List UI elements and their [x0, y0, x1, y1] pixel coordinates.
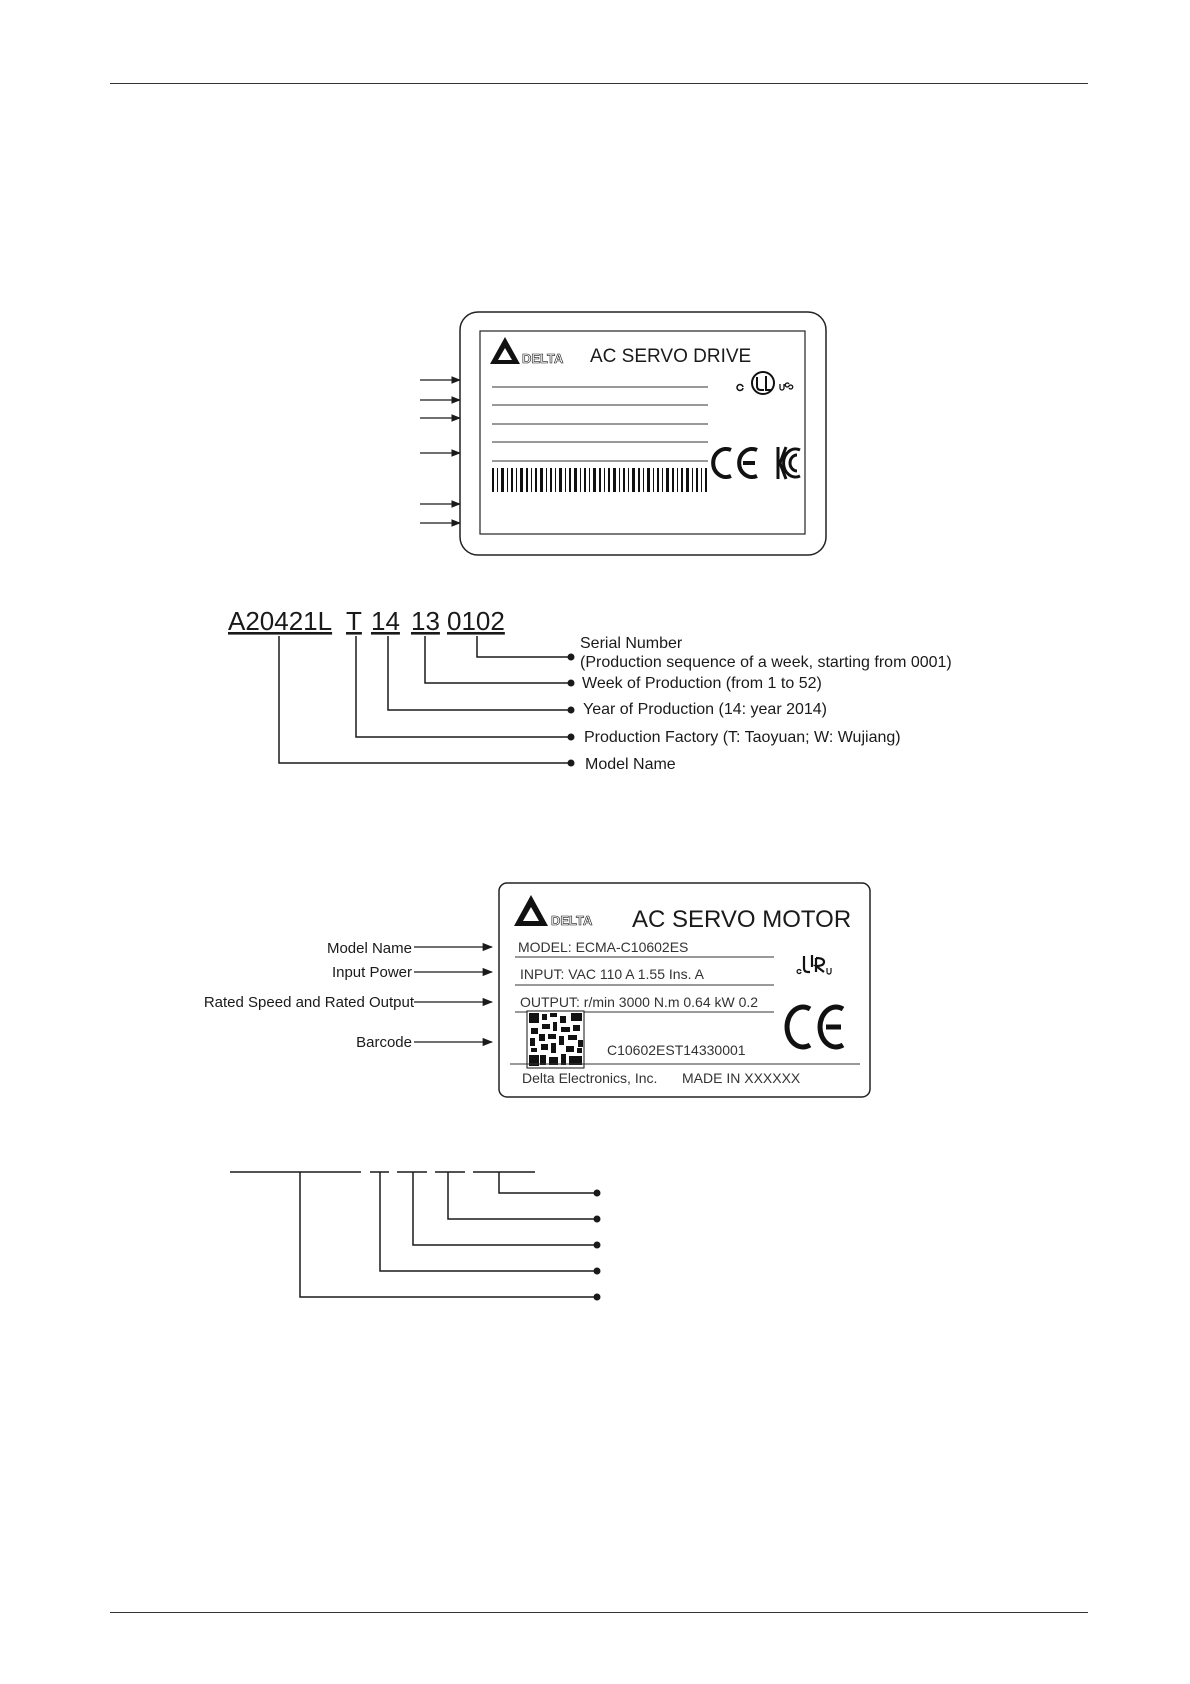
drive-blank-lines — [492, 387, 708, 461]
delta-logo — [490, 337, 564, 366]
serial-part-number: 0102 — [447, 606, 505, 636]
callout-input-power: Input Power — [331, 964, 412, 981]
motor-label-title: AC SERVO MOTOR — [632, 906, 852, 933]
motor-output-line: OUTPUT: r/min 3000 N.m 0.64 kW 0.2 — [520, 994, 759, 1010]
callout-barcode: Barcode — [356, 1034, 412, 1051]
motor-delta-logo — [514, 895, 593, 928]
drive-label-title: AC SERVO DRIVE — [590, 346, 752, 367]
qr-code — [527, 1011, 584, 1068]
callout-rated-output: Rated Speed and Rated Output — [203, 994, 414, 1011]
drive-serial-dots — [568, 654, 575, 767]
drive-barcode — [492, 468, 707, 492]
drive-serial-code — [228, 606, 505, 636]
drive-nameplate — [460, 312, 826, 555]
motor-serial-dots — [594, 1190, 601, 1301]
motor-maker: Delta Electronics, Inc. — [522, 1070, 658, 1086]
serial-part-year: 14 — [371, 606, 400, 636]
desc-serial-number-detail: (Production sequence of a week, starting from 0001) — [580, 654, 952, 671]
motor-input-line: INPUT: VAC 110 A 1.55 Ins. A — [520, 966, 704, 982]
drive-serial-leaders — [279, 636, 571, 763]
motor-nameplate — [499, 883, 870, 1097]
motor-serial-text: C10602EST14330001 — [607, 1042, 746, 1058]
desc-factory: Production Factory (T: Taoyuan; W: Wujiang) — [584, 729, 901, 746]
motor-serial-leaders — [300, 1172, 597, 1297]
ur-mark-icon — [797, 955, 831, 974]
serial-part-week: 13 — [411, 606, 440, 636]
desc-week: Week of Production (from 1 to 52) — [582, 675, 822, 692]
ul-mark-icon — [737, 372, 793, 394]
motor-brand-text: DELTA — [551, 913, 593, 928]
desc-year: Year of Production (14: year 2014) — [583, 701, 828, 718]
ce-mark-icon — [713, 449, 757, 477]
drive-pointer-arrows — [420, 380, 460, 523]
callout-model-name: Model Name — [326, 940, 412, 957]
drive-brand-text: DELTA — [522, 351, 564, 366]
desc-serial-number: Serial Number — [580, 635, 683, 652]
motor-ce-mark-icon — [787, 1007, 843, 1047]
motor-model-line: MODEL: ECMA-C10602ES — [518, 939, 689, 955]
motor-callout-arrows — [414, 947, 492, 1042]
serial-part-factory: T — [346, 606, 362, 636]
motor-made-in: MADE IN XXXXXX — [682, 1070, 801, 1086]
kc-mark-icon — [778, 447, 800, 479]
serial-part-model: A20421L — [228, 606, 333, 636]
desc-model: Model Name — [585, 756, 676, 773]
